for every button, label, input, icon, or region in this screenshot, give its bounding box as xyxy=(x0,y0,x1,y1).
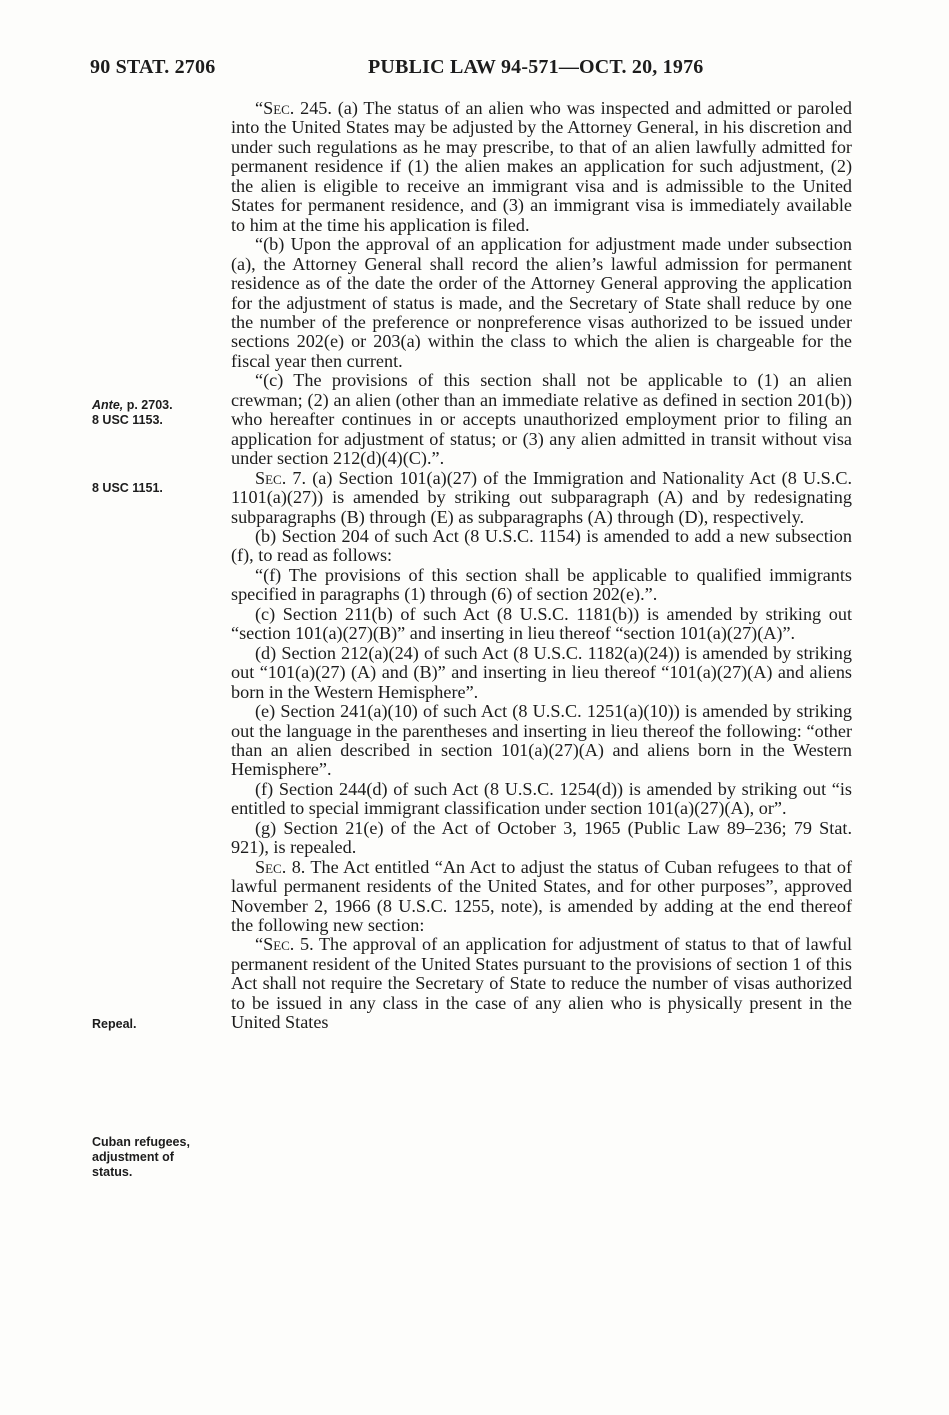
margin-note-cuban-refugees: Cuban refugees, adjustment of status. xyxy=(92,1135,190,1179)
margin-note-ante: Ante, p. 2703. xyxy=(92,398,173,412)
paragraph-sec-7-a: Sec. 7. (a) Section 101(a)(27) of the Immigration and Nationality Act (8 U.S.C. 1101(a)(27)) is amended by striking out subparagraph (A) and by redesignating subparagraphs (B) through (E) as subparagraphs (A) through (D), respectively. xyxy=(231,467,852,527)
paragraph-sec-245-c: “(c) The provisions of this section shall not be applicable to (1) an alien crewman; (2) an alien (other than an immediate relative as defined in section 201(b)) who hereafter continues in or accepts unauthorized employment prior to filing an application for adjustment of status; or (3) any alien admitted in transit without visa under section 212(d)(4)(C).”. xyxy=(231,370,852,469)
public-law-reference: PUBLIC LAW 94-571—OCT. 20, 1976 xyxy=(368,56,704,78)
paragraph-sec-245-b: “(b) Upon the approval of an application for adjustment made under subsection (a), the Attorney General shall record the alien’s lawful admission for permanent residence as of the date the order of the Attorney General approving the application for the adjustment of status is made, and the Secretary of State shall reduce by one the number of the preference or nonpreference visas authorized to be issued under sections 202(e) or 203(a) within the class to which the alien is chargeable for the fiscal year then current. xyxy=(231,234,852,371)
paragraph-sec-7-c: (c) Section 211(b) of such Act (8 U.S.C. 1181(b)) is amended by striking out “section 101(a)(27)(B)” and inserting in lieu thereof “section 101(a)(27)(A)”. xyxy=(231,603,852,644)
margin-note-repeal: Repeal. xyxy=(92,1017,137,1031)
margin-note-8-usc-1153: 8 USC 1153. xyxy=(92,413,163,427)
paragraph-sec-7-f: (f) Section 244(d) of such Act (8 U.S.C. 1254(d)) is amended by striking out “is entitled to special immigrant classification under section 101(a)(27)(A), or”. xyxy=(231,778,852,819)
paragraph-sec-7-g: (g) Section 21(e) of the Act of October 3, 1965 (Public Law 89–236; 79 Stat. 921), is repealed. xyxy=(231,817,852,858)
paragraph-sec-7-b: (b) Section 204 of such Act (8 U.S.C. 1154) is amended to add a new subsection (f), to read as follows: xyxy=(231,525,852,566)
margin-note-8-usc-1151: 8 USC 1151. xyxy=(92,481,163,495)
statute-page-reference: 90 STAT. 2706 xyxy=(90,56,216,78)
paragraph-subsection-f: “(f) The provisions of this section shall be applicable to qualified immigrants specified in paragraphs (1) through (6) of section 202(e).”. xyxy=(231,564,852,605)
paragraph-sec-5: “Sec. 5. The approval of an application for adjustment of status to that of lawful permanent resident of the United States pursuant to the provisions of section 1 of this Act shall not require the Secretary of State to reduce the number of visas authorized to be issued in any class in the case of any alien who is physically present in the United States xyxy=(231,934,852,1033)
paragraph-sec-8: Sec. 8. The Act entitled “An Act to adjust the status of Cuban refugees to that of lawful permanent residents of the United States, and for other purposes”, approved November 2, 1966 (8 U.S.C. 1255, note), is amended by adding at the end thereof the following new section: xyxy=(231,856,852,936)
running-header xyxy=(90,56,850,86)
statute-body xyxy=(231,99,852,1033)
paragraph-sec-7-d: (d) Section 212(a)(24) of such Act (8 U.S.C. 1182(a)(24)) is amended by striking out “101(a)(27) (A) and (B)” and inserting in lieu thereof “101(a)(27)(A) and aliens born in the Western Hemisphere”. xyxy=(231,642,852,702)
paragraph-sec-245-a: “Sec. 245. (a) The status of an alien who was inspected and admitted or paroled into the United States may be adjusted by the Attorney General, in his discretion and under such regulations as he may prescribe, to that of an alien lawfully admitted for permanent residence if (1) the alien makes an application for such adjustment, (2) the alien is eligible to receive an immigrant visa and is admissible to the United States for permanent residence, and (3) an immigrant visa is immediately available to him at the time his application is filed. xyxy=(231,98,852,235)
paragraph-sec-7-e: (e) Section 241(a)(10) of such Act (8 U.S.C. 1251(a)(10)) is amended by striking out the language in the parentheses and inserting in lieu thereof the following: “other than an alien described in section 101(a)(27)(A) and aliens born in the Western Hemisphere”. xyxy=(231,701,852,780)
